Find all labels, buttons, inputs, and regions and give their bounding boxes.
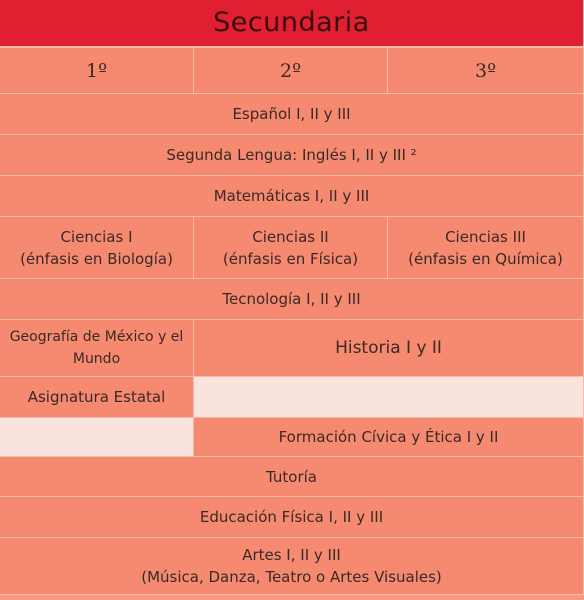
ciencias-2-subtitle: (énfasis en Física)	[222, 249, 359, 268]
subject-ciencias-3	[388, 217, 584, 279]
subject-educacion-fisica: Educación Física I, II y III	[0, 497, 584, 538]
subject-artes	[0, 538, 584, 595]
subject-formacion-civica: Formación Cívica y Ética I y II	[194, 418, 584, 457]
subject-tutoria: Tutoría	[0, 457, 584, 497]
grade-1-header: 1º	[0, 48, 194, 94]
subject-tecnologia: Tecnología I, II y III	[0, 279, 584, 320]
subject-matematicas: Matemáticas I, II y III	[0, 176, 584, 217]
subject-ciencias-2	[194, 217, 388, 279]
ciencias-1-title: Ciencias I	[60, 227, 133, 246]
ciencias-3-title: Ciencias III	[445, 227, 526, 246]
artes-subtitle: (Música, Danza, Teatro o Artes Visuales)	[141, 568, 442, 586]
subject-geografia: Geografía de México y el Mundo	[0, 320, 194, 377]
ciencias-3-subtitle: (énfasis en Química)	[408, 249, 563, 268]
subject-espanol: Español I, II y III	[0, 94, 584, 135]
subject-historia: Historia I y II	[194, 320, 584, 377]
grade-2-header: 2º	[194, 48, 388, 94]
ciencias-2-title: Ciencias II	[252, 227, 329, 246]
ciencias-1-subtitle: (énfasis en Biología)	[20, 249, 173, 268]
subject-ciencias-1	[0, 217, 194, 279]
grade-3-header: 3º	[388, 48, 584, 94]
empty-cell	[0, 418, 194, 457]
subject-asignatura-estatal: Asignatura Estatal	[0, 377, 194, 418]
page-title: Secundaria	[0, 0, 584, 48]
subject-segunda-lengua: Segunda Lengua: Inglés I, II y III ²	[0, 135, 584, 176]
empty-cell	[194, 377, 584, 418]
artes-title: Artes I, II y III	[242, 546, 341, 564]
